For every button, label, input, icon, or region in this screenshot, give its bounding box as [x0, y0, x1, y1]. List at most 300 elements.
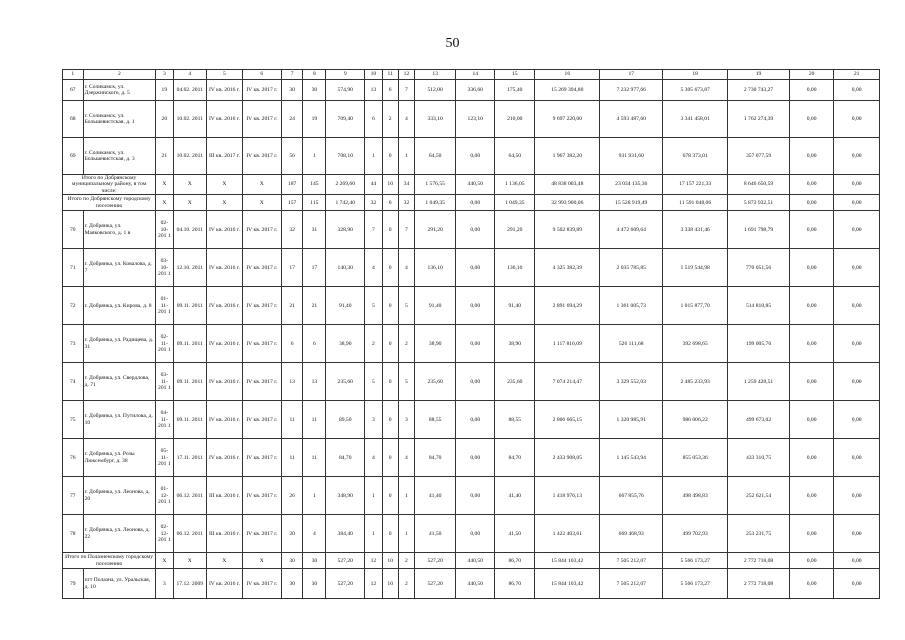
value-cell: 41,40 [495, 477, 535, 515]
subtotal-value-cell: X [242, 553, 281, 569]
column-number-cell: 16 [535, 70, 600, 80]
value-cell: 41,40 [415, 477, 456, 515]
value-cell: 0,00 [834, 211, 880, 249]
value-cell: 19 [303, 101, 326, 138]
value-cell: 0 [382, 439, 398, 477]
value-cell: 2 730 743,27 [728, 80, 790, 101]
value-cell: 0,00 [789, 80, 833, 101]
value-cell: 0,00 [456, 401, 495, 439]
value-cell: 04.10. 2011 [173, 211, 207, 249]
subtotal-value-cell: X [207, 553, 243, 569]
value-cell: 175,40 [495, 80, 535, 101]
value-cell: 20 [281, 515, 303, 553]
value-cell: 1 [398, 138, 414, 175]
row-number-cell: 70 [63, 211, 84, 249]
value-cell: 0,00 [789, 515, 833, 553]
value-cell: 669 468,93 [600, 515, 663, 553]
value-cell: 0,00 [789, 325, 833, 363]
subtotal-value-cell: 10 [382, 553, 398, 569]
value-cell: 136,10 [415, 249, 456, 287]
value-cell: 512,00 [415, 80, 456, 101]
value-cell: 6 [281, 325, 303, 363]
value-cell: IV кв. 2016 г. [207, 439, 243, 477]
value-cell: 2 [398, 325, 414, 363]
value-cell: 02- 12- 201 1 [156, 515, 173, 553]
column-number-cell: 5 [207, 70, 243, 80]
value-cell: IV кв. 2017 г. [242, 515, 281, 553]
value-cell: 0,00 [456, 439, 495, 477]
value-cell: 392 698,65 [663, 325, 728, 363]
value-cell: 0,00 [456, 249, 495, 287]
value-cell: 0,00 [789, 138, 833, 175]
value-cell: 4 [365, 249, 382, 287]
row-number-cell: 74 [63, 363, 84, 401]
value-cell: 440,50 [456, 569, 495, 599]
value-cell: 123,10 [456, 101, 495, 138]
value-cell: 05- 11- 201 1 [156, 439, 173, 477]
subtotal-value-cell: 440,50 [456, 175, 495, 195]
value-cell: 0,00 [456, 138, 495, 175]
value-cell: 04.02. 2011 [173, 80, 207, 101]
subtotal-row [63, 553, 880, 569]
value-cell: 1 691 798,79 [728, 211, 790, 249]
row-number-cell: 76 [63, 439, 84, 477]
value-cell: 2 433 908,05 [535, 439, 600, 477]
value-cell: 06.12. 2011 [173, 477, 207, 515]
subtotal-value-cell: 8 646 650,59 [728, 175, 790, 195]
value-cell: 0 [382, 249, 398, 287]
value-cell: 1 320 985,91 [600, 401, 663, 439]
value-cell: IV кв. 2016 г. [207, 325, 243, 363]
value-cell: 140,30 [326, 249, 365, 287]
value-cell: 10.02. 2011 [173, 138, 207, 175]
address-cell: г. Добрянка, ул. Леонова, д. 20 [83, 477, 156, 515]
subtotal-value-cell: 2 269,60 [326, 175, 365, 195]
value-cell: 328,90 [326, 211, 365, 249]
value-cell: 333,10 [415, 101, 456, 138]
value-cell: IV кв. 2017 г. [242, 439, 281, 477]
value-cell: IV кв. 2017 г. [242, 101, 281, 138]
subtotal-value-cell: X [173, 553, 207, 569]
value-cell: 0,00 [834, 101, 880, 138]
value-cell: 0,00 [789, 211, 833, 249]
subtotal-value-cell: 1 049,35 [415, 195, 456, 211]
value-cell: 04- 11- 201 1 [156, 401, 173, 439]
value-cell: 03- 10- 201 1 [156, 249, 173, 287]
value-cell: 38,90 [495, 325, 535, 363]
value-cell: 0 [382, 401, 398, 439]
value-cell: 235,60 [326, 363, 365, 401]
value-cell: 0,00 [834, 80, 880, 101]
row-number-cell: 67 [63, 80, 84, 101]
value-cell: 0,00 [834, 287, 880, 325]
value-cell: 7 232 977,66 [600, 80, 663, 101]
value-cell: 0,00 [834, 477, 880, 515]
subtotal-row [63, 175, 880, 195]
column-number-cell: 13 [415, 70, 456, 80]
value-cell: 5 [365, 287, 382, 325]
subtotal-label-cell: Итого по Добрянскому городскому поселению [63, 195, 156, 211]
subtotal-value-cell: 0,00 [834, 195, 880, 211]
value-cell: 38,90 [415, 325, 456, 363]
subtotal-value-cell: 527,20 [415, 553, 456, 569]
row-number-cell: 79 [63, 569, 84, 599]
value-cell: 708,10 [326, 138, 365, 175]
value-cell: 1 967 382,20 [535, 138, 600, 175]
value-cell: 21 [281, 287, 303, 325]
address-cell: г. Добрянка, ул. Путилова, д. 10 [83, 401, 156, 439]
value-cell: 84,70 [326, 439, 365, 477]
value-cell: 0,00 [834, 515, 880, 553]
value-cell: 1 [303, 138, 326, 175]
value-cell: 357 077,59 [728, 138, 790, 175]
table-row [63, 138, 880, 175]
value-cell: IV кв. 2016 г. [207, 101, 243, 138]
value-cell: 5 305 673,87 [663, 80, 728, 101]
value-cell: IV кв. 2017 г. [242, 287, 281, 325]
subtotal-value-cell: X [242, 175, 281, 195]
value-cell: 514 810,85 [728, 287, 790, 325]
column-number-cell: 17 [600, 70, 663, 80]
value-cell: 0,00 [789, 477, 833, 515]
value-cell: 4 472 609,64 [600, 211, 663, 249]
value-cell: 1 519 544,98 [663, 249, 728, 287]
value-cell: 9 502 839,89 [535, 211, 600, 249]
value-cell: IV кв. 2016 г. [207, 401, 243, 439]
column-number-cell: 12 [398, 70, 414, 80]
value-cell: 1 422 403,61 [535, 515, 600, 553]
value-cell: IV кв. 2016 г. [207, 287, 243, 325]
value-cell: 0,00 [834, 325, 880, 363]
table-row [63, 401, 880, 439]
table-row [63, 325, 880, 363]
value-cell: 2 [398, 569, 414, 599]
table-row [63, 249, 880, 287]
value-cell: 38,90 [326, 325, 365, 363]
table-row [63, 211, 880, 249]
subtotal-value-cell: 1 136,05 [495, 175, 535, 195]
subtotal-value-cell: X [207, 175, 243, 195]
value-cell: 5 566 173,27 [663, 569, 728, 599]
value-cell: 291,20 [495, 211, 535, 249]
value-cell: IV кв. 2016 г. [207, 80, 243, 101]
address-cell: г. Добрянка, ул. Розы Люксембург, д. 38 [83, 439, 156, 477]
page-number: 50 [445, 36, 460, 51]
subtotal-value-cell: 1 742,40 [326, 195, 365, 211]
subtotal-value-cell: 0,00 [834, 553, 880, 569]
value-cell: 64,50 [495, 138, 535, 175]
value-cell: 24 [281, 101, 303, 138]
value-cell: 2 035 785,85 [600, 249, 663, 287]
value-cell: 20 [156, 101, 173, 138]
value-cell: 91,40 [326, 287, 365, 325]
value-cell: 09.11. 2011 [173, 325, 207, 363]
subtotal-label-cell: Итого по Добрянскому муниципальному району, в том числе: [63, 175, 156, 195]
table-row [63, 477, 880, 515]
value-cell: 235,60 [495, 363, 535, 401]
table-row [63, 363, 880, 401]
value-cell: 770 051,56 [728, 249, 790, 287]
value-cell: III кв. 2016 г. [207, 515, 243, 553]
table-row [63, 439, 880, 477]
value-cell: 5 [365, 363, 382, 401]
value-cell: 2 485 233,93 [663, 363, 728, 401]
value-cell: 0,00 [456, 287, 495, 325]
value-cell: 3 329 552,03 [600, 363, 663, 401]
table-row [63, 515, 880, 553]
subtotal-value-cell: X [156, 553, 173, 569]
value-cell: 0,00 [789, 363, 833, 401]
value-cell: IV кв. 2016 г. [207, 249, 243, 287]
value-cell: 1 145 543,94 [600, 439, 663, 477]
subtotal-value-cell: 32 [365, 195, 382, 211]
value-cell: 986 006,22 [663, 401, 728, 439]
column-number-cell: 9 [326, 70, 365, 80]
value-cell: 526 111,68 [600, 325, 663, 363]
value-cell: 7 [398, 80, 414, 101]
value-cell: IV кв. 2016 г. [207, 363, 243, 401]
column-number-cell: 7 [281, 70, 303, 80]
subtotal-value-cell: 0,00 [789, 553, 833, 569]
address-cell: г. Соликамск, ул. Большевистская, д. 3 [83, 138, 156, 175]
value-cell: 19 [156, 80, 173, 101]
subtotal-value-cell: 30 [303, 553, 326, 569]
subtotal-value-cell: 440,50 [456, 553, 495, 569]
column-number-cell: 19 [728, 70, 790, 80]
value-cell: 2 [382, 101, 398, 138]
subtotal-value-cell: 7 505 212,07 [600, 553, 663, 569]
subtotal-value-cell: X [207, 195, 243, 211]
value-cell: 17.11. 2011 [173, 439, 207, 477]
column-number-row [63, 70, 880, 80]
subtotal-value-cell: 15 528 919,49 [600, 195, 663, 211]
subtotal-value-cell: 1 049,35 [495, 195, 535, 211]
value-cell: 86,70 [495, 569, 535, 599]
value-cell: 0,00 [456, 325, 495, 363]
subtotal-value-cell: X [173, 195, 207, 211]
value-cell: 30 [281, 80, 303, 101]
housing-program-table [62, 69, 880, 599]
column-number-cell: 14 [456, 70, 495, 80]
value-cell: 84,70 [495, 439, 535, 477]
subtotal-value-cell: 5 566 173,27 [663, 553, 728, 569]
value-cell: 527,20 [326, 569, 365, 599]
column-number-cell: 4 [173, 70, 207, 80]
value-cell: III кв. 2017 г. [207, 138, 243, 175]
address-cell: г. Добрянка, ул. Ковалова, д. 7 [83, 249, 156, 287]
value-cell: 384,40 [326, 515, 365, 553]
value-cell: IV кв. 2017 г. [242, 363, 281, 401]
value-cell: 1 361 005,73 [600, 287, 663, 325]
value-cell: 41,50 [495, 515, 535, 553]
subtotal-value-cell: 2 772 718,08 [728, 553, 790, 569]
value-cell: 0,00 [456, 211, 495, 249]
value-cell: IV кв. 2016 г. [207, 569, 243, 599]
value-cell: 2 806 665,15 [535, 401, 600, 439]
value-cell: 6 [365, 101, 382, 138]
subtotal-value-cell: 44 [365, 175, 382, 195]
value-cell: 0,00 [456, 363, 495, 401]
value-cell: 1 117 816,09 [535, 325, 600, 363]
value-cell: 17 [281, 249, 303, 287]
value-cell: 01- 12- 201 1 [156, 477, 173, 515]
value-cell: 3 338 431,46 [663, 211, 728, 249]
value-cell: 02- 10- 201 1 [156, 211, 173, 249]
value-cell: 1 [303, 477, 326, 515]
value-cell: 84,70 [415, 439, 456, 477]
value-cell: 0 [382, 211, 398, 249]
value-cell: 21 [303, 287, 326, 325]
value-cell: IV кв. 2017 г. [242, 249, 281, 287]
address-cell: г. Добрянка, ул. Свердлова, д. 71 [83, 363, 156, 401]
address-cell: пгт Полазна, ул. Уральская, д. 10 [83, 569, 156, 599]
value-cell: IV кв. 2017 г. [242, 477, 281, 515]
value-cell: 0,00 [789, 401, 833, 439]
value-cell: 2 891 694,29 [535, 287, 600, 325]
column-number-cell: 21 [834, 70, 880, 80]
value-cell: 3 [398, 401, 414, 439]
subtotal-value-cell: 48 838 003,48 [535, 175, 600, 195]
value-cell: 88,55 [415, 401, 456, 439]
subtotal-value-cell: 32 993 900,06 [535, 195, 600, 211]
value-cell: 4 [398, 101, 414, 138]
value-cell: 678 373,01 [663, 138, 728, 175]
subtotal-value-cell: X [156, 175, 173, 195]
value-cell: 4 [398, 439, 414, 477]
value-cell: 667 855,76 [600, 477, 663, 515]
value-cell: 15 844 103,42 [535, 569, 600, 599]
subtotal-value-cell: 12 [365, 553, 382, 569]
subtotal-value-cell: 0,00 [456, 195, 495, 211]
value-cell: 0 [382, 287, 398, 325]
value-cell: 0 [382, 363, 398, 401]
value-cell: IV кв. 2017 г. [242, 138, 281, 175]
value-cell: 0,00 [789, 101, 833, 138]
value-cell: 1 259 428,51 [728, 363, 790, 401]
value-cell: IV кв. 2017 г. [242, 211, 281, 249]
subtotal-value-cell: 2 [398, 553, 414, 569]
value-cell: 855 053,36 [663, 439, 728, 477]
value-cell: 30 [303, 80, 326, 101]
subtotal-value-cell: 0,00 [834, 175, 880, 195]
subtotal-label-cell: Итого по Полазненскому городскому поселению [63, 553, 156, 569]
value-cell: 336,60 [456, 80, 495, 101]
address-cell: г. Соликамск, ул. Дзержинского, д. 5 [83, 80, 156, 101]
value-cell: 26 [281, 477, 303, 515]
value-cell: 3 341 458,01 [663, 101, 728, 138]
subtotal-value-cell: 15 844 103,42 [535, 553, 600, 569]
value-cell: 1 [398, 477, 414, 515]
value-cell: 88,55 [495, 401, 535, 439]
value-cell: 499 702,93 [663, 515, 728, 553]
value-cell: 9 697 220,00 [535, 101, 600, 138]
value-cell: 4 [365, 439, 382, 477]
subtotal-value-cell: X [242, 195, 281, 211]
value-cell: 06.12. 2011 [173, 515, 207, 553]
column-number-cell: 20 [789, 70, 833, 80]
value-cell: 0,00 [789, 287, 833, 325]
subtotal-value-cell: 10 [382, 175, 398, 195]
address-cell: г. Добрянка, ул. Леонова, д. 22 [83, 515, 156, 553]
value-cell: 91,40 [415, 287, 456, 325]
value-cell: 4 325 382,39 [535, 249, 600, 287]
row-number-cell: 75 [63, 401, 84, 439]
value-cell: 30 [281, 569, 303, 599]
value-cell: 4 593 487,60 [600, 101, 663, 138]
value-cell: 291,20 [415, 211, 456, 249]
value-cell: 433 310,75 [728, 439, 790, 477]
address-cell: г. Соликамск, ул. Большевистская, д. 1 [83, 101, 156, 138]
subtotal-value-cell: 17 157 221,33 [663, 175, 728, 195]
value-cell: 32 [281, 211, 303, 249]
value-cell: 0 [382, 515, 398, 553]
value-cell: 09.11. 2011 [173, 287, 207, 325]
value-cell: IV кв. 2017 г. [242, 80, 281, 101]
value-cell: 574,90 [326, 80, 365, 101]
value-cell: 709,40 [326, 101, 365, 138]
value-cell: 1 [365, 138, 382, 175]
value-cell: 13 [365, 80, 382, 101]
column-number-cell: 18 [663, 70, 728, 80]
value-cell: 4 [303, 515, 326, 553]
column-number-cell: 1 [63, 70, 84, 80]
value-cell: 1 015 877,70 [663, 287, 728, 325]
subtotal-value-cell: 86,70 [495, 553, 535, 569]
value-cell: 1 418 976,13 [535, 477, 600, 515]
subtotal-value-cell: 23 034 135,36 [600, 175, 663, 195]
value-cell: 199 005,76 [728, 325, 790, 363]
row-number-cell: 73 [63, 325, 84, 363]
row-number-cell: 78 [63, 515, 84, 553]
column-number-cell: 6 [242, 70, 281, 80]
subtotal-value-cell: 1 576,55 [415, 175, 456, 195]
value-cell: 17.12. 2009 [173, 569, 207, 599]
value-cell: 0 [382, 138, 398, 175]
value-cell: 91,40 [495, 287, 535, 325]
value-cell: 1 762 274,39 [728, 101, 790, 138]
value-cell: 5 [398, 363, 414, 401]
value-cell: 09.11. 2011 [173, 363, 207, 401]
value-cell: 136,10 [495, 249, 535, 287]
address-cell: г. Добрянка, ул. Маяковского, д. 1 в [83, 211, 156, 249]
subtotal-value-cell: 0 [382, 195, 398, 211]
row-number-cell: 71 [63, 249, 84, 287]
value-cell: 0,00 [456, 515, 495, 553]
value-cell: IV кв. 2017 г. [242, 569, 281, 599]
value-cell: III кв. 2016 г. [207, 477, 243, 515]
subtotal-value-cell: 11 591 048,06 [663, 195, 728, 211]
value-cell: 6 [303, 325, 326, 363]
value-cell: 13 [303, 363, 326, 401]
subtotal-value-cell: 32 [398, 195, 414, 211]
value-cell: 931 931,60 [600, 138, 663, 175]
column-number-cell: 11 [382, 70, 398, 80]
subtotal-value-cell: 5 873 932,51 [728, 195, 790, 211]
value-cell: IV кв. 2017 г. [242, 325, 281, 363]
subtotal-value-cell: 0,00 [789, 195, 833, 211]
value-cell: IV кв. 2016 г. [207, 211, 243, 249]
column-number-cell: 2 [83, 70, 156, 80]
value-cell: 499 673,02 [728, 401, 790, 439]
value-cell: 17 [303, 249, 326, 287]
value-cell: 252 621,54 [728, 477, 790, 515]
value-cell: 64,50 [415, 138, 456, 175]
value-cell: 0 [382, 325, 398, 363]
value-cell: 3 [156, 569, 173, 599]
value-cell: 21 [156, 138, 173, 175]
value-cell: 56 [281, 138, 303, 175]
subtotal-value-cell: 145 [303, 175, 326, 195]
